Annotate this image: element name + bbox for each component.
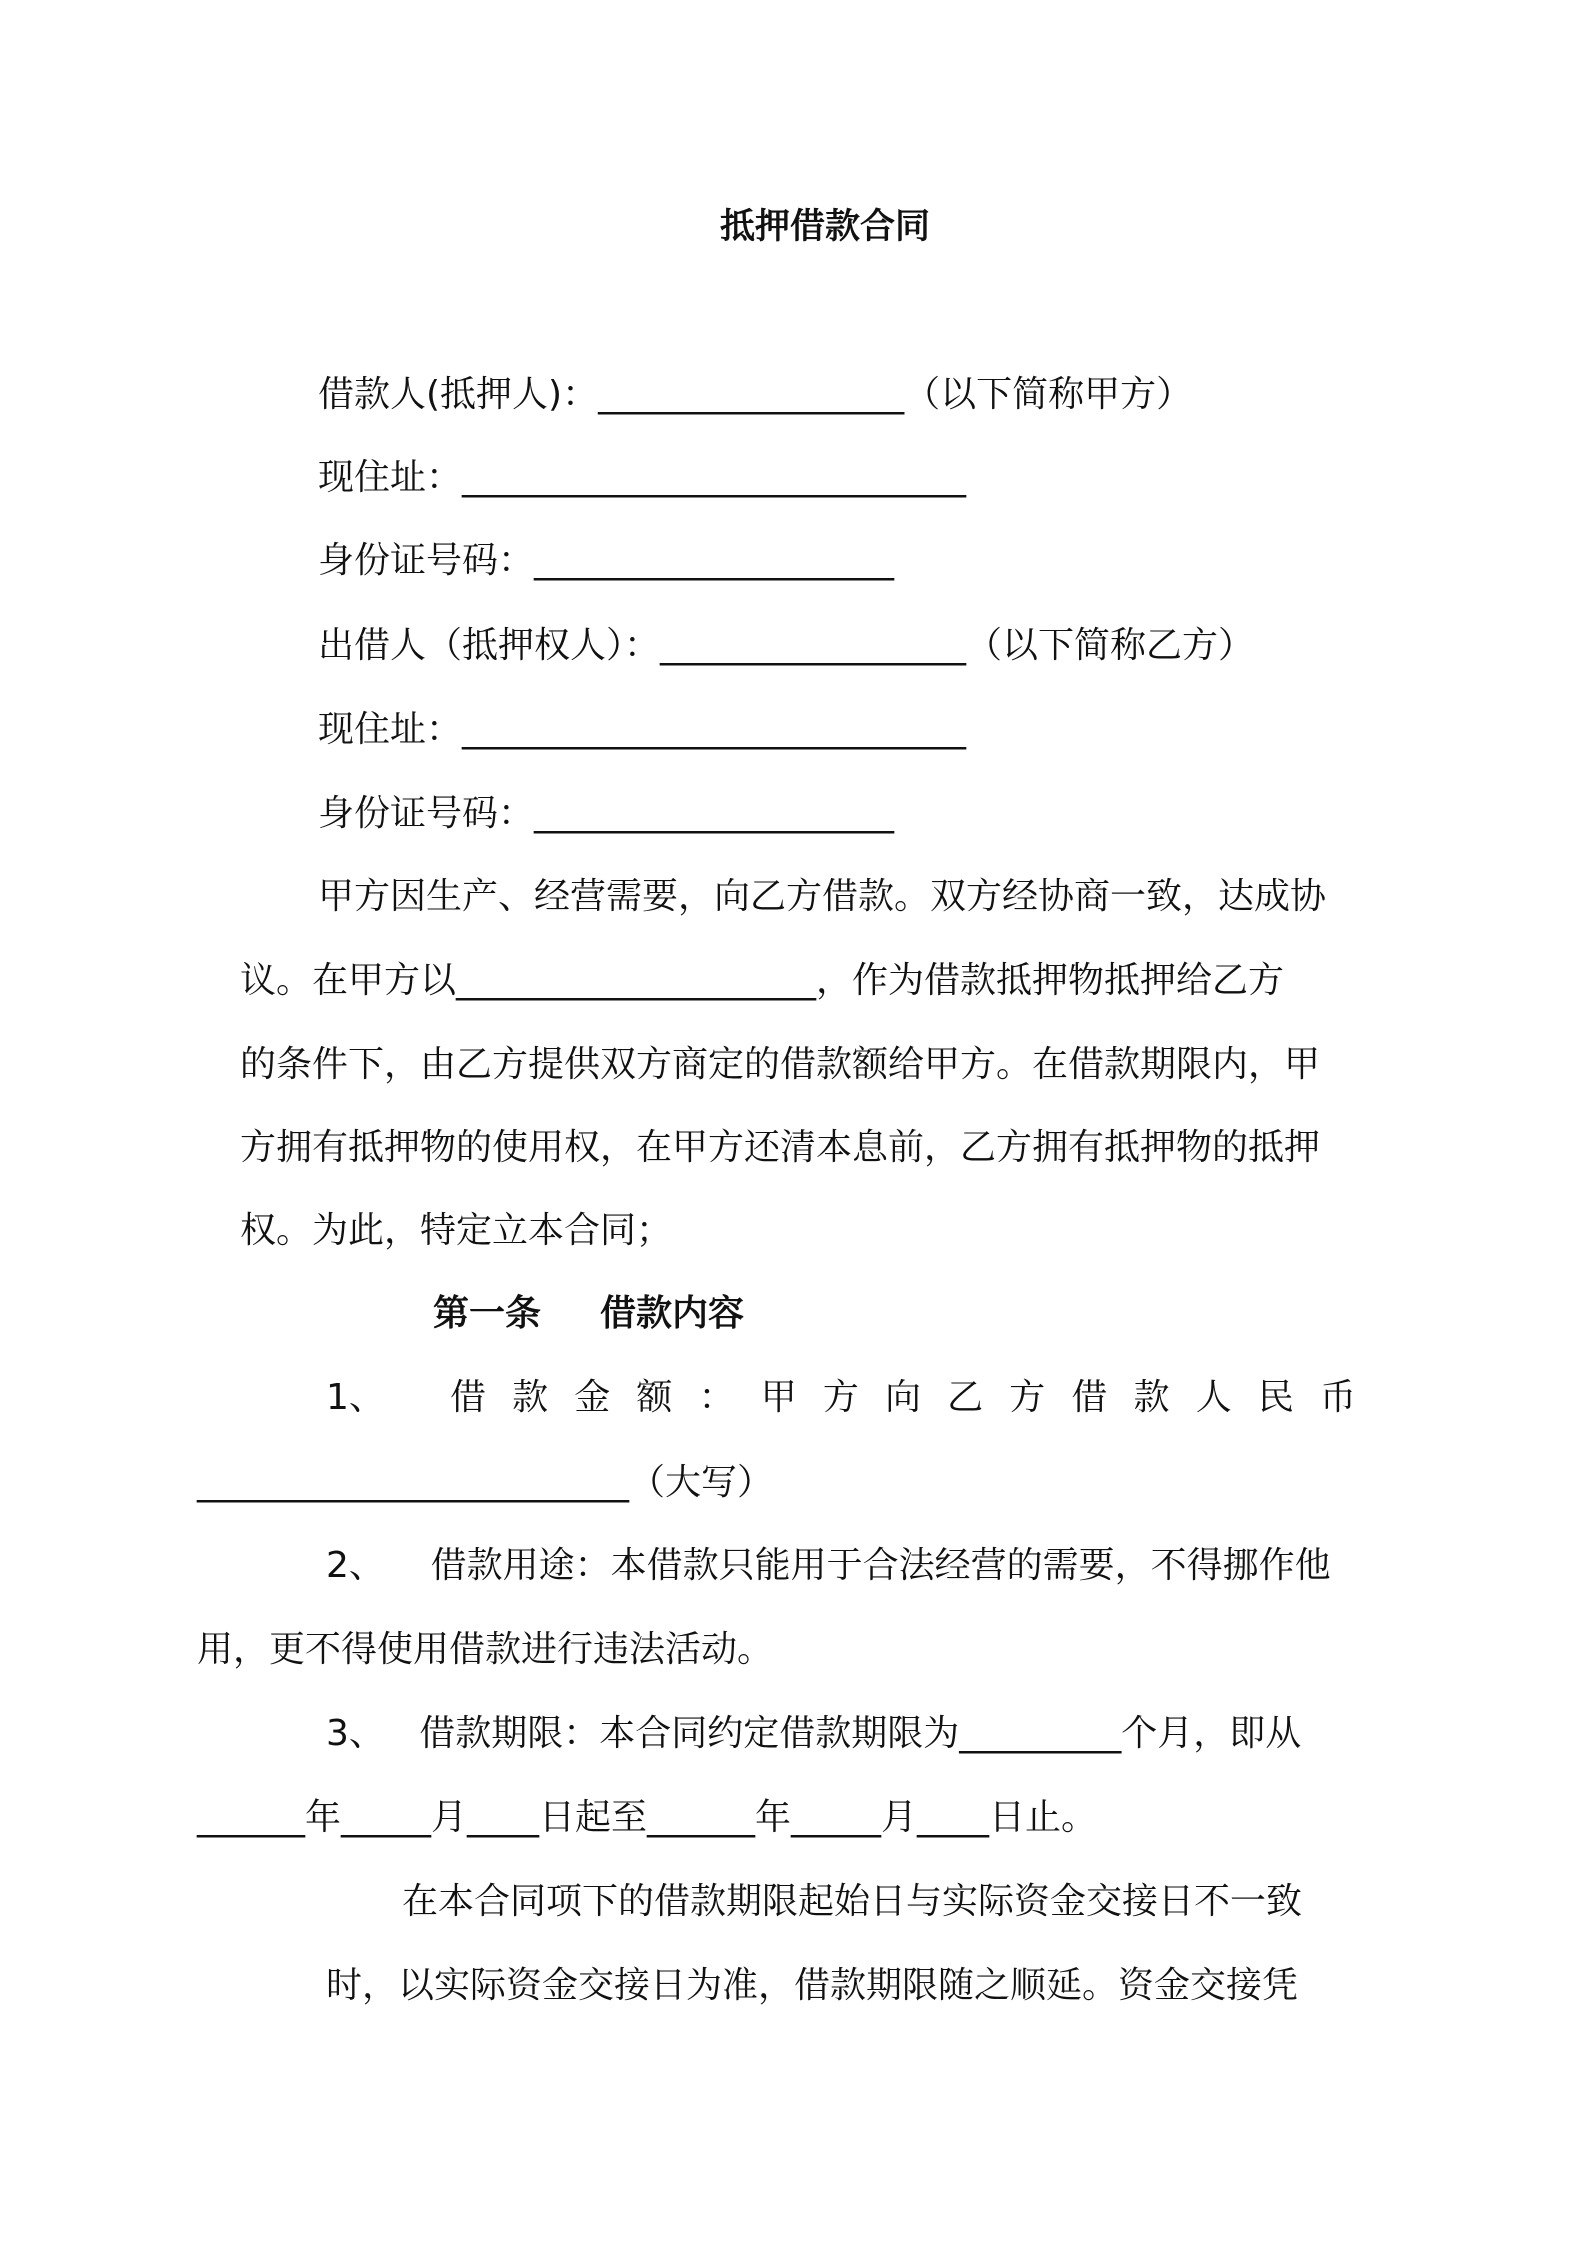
article-1-number: 第一条 [433,1293,542,1334]
lender-address: 现住址：____________________________ [318,709,967,750]
note-line-1: 在本合同项下的借款期限起始日与实际资金交接日不一致 [402,1881,1303,1922]
item-3-line-1: 3、 借款期限：本合同约定借款期限为_________个月，即从 [326,1713,1302,1754]
preamble-line-3: 的条件下，由乙方提供双方商定的借款额给甲方。在借款期限内，甲 [240,1044,1321,1085]
item-1-char: 币 [1319,1377,1356,1418]
article-1-heading: 借款内容 [600,1293,745,1334]
item-2-line-1: 2、 借款用途：本借款只能用于合法经营的需要，不得挪作他 [326,1545,1331,1586]
note-line-2: 时，以实际资金交接日为准，借款期限随之顺延。资金交接凭 [326,1965,1299,2006]
document-title: 抵押借款合同 [720,207,931,247]
item-1-char: 民 [1257,1377,1294,1418]
item-1-char: 方 [1009,1377,1046,1418]
item-2-line-2: 用，更不得使用借款进行违法活动。 [197,1629,774,1670]
item-1-line-2: ________________________（大写） [197,1462,774,1503]
borrower-id-number: 身份证号码：____________________ [318,540,895,581]
item-1-char: ： [698,1377,735,1418]
preamble-line-5: 权。为此，特定立本合同； [240,1210,673,1251]
item-1-char: 甲 [760,1377,797,1418]
item-1-char: 向 [884,1377,921,1418]
lender-id-number: 身份证号码：____________________ [318,793,895,834]
preamble-line-4: 方拥有抵押物的使用权，在甲方还清本息前，乙方拥有抵押物的抵押 [240,1127,1321,1168]
item-1-char: 借 [1071,1377,1108,1418]
item-1-char: 方 [822,1377,859,1418]
item-1-number: 1、 [326,1377,385,1418]
item-1-char: 款 [1133,1377,1170,1418]
item-3-line-2: ______年_____月____日起至______年_____月____日止。 [197,1797,1098,1838]
item-1-char: 人 [1195,1377,1232,1418]
preamble-line-2: 议。在甲方以____________________，作为借款抵押物抵押给乙方 [240,960,1285,1001]
item-1-char: 借 [450,1377,487,1418]
preamble-line-1: 甲方因生产、经营需要，向乙方借款。双方经协商一致，达成协 [318,876,1327,917]
item-1-line-1 [450,1373,1356,1423]
borrower-line: 借款人(抵押人)：_________________（以下简称甲方） [318,374,1193,415]
item-1-char: 乙 [947,1377,984,1418]
item-1-char: 金 [574,1377,611,1418]
borrower-address: 现住址：____________________________ [318,457,967,498]
lender-line: 出借人（抵押权人）：_________________（以下简称乙方） [318,625,1255,666]
item-1-char: 额 [636,1377,673,1418]
item-1-char: 款 [512,1377,549,1418]
